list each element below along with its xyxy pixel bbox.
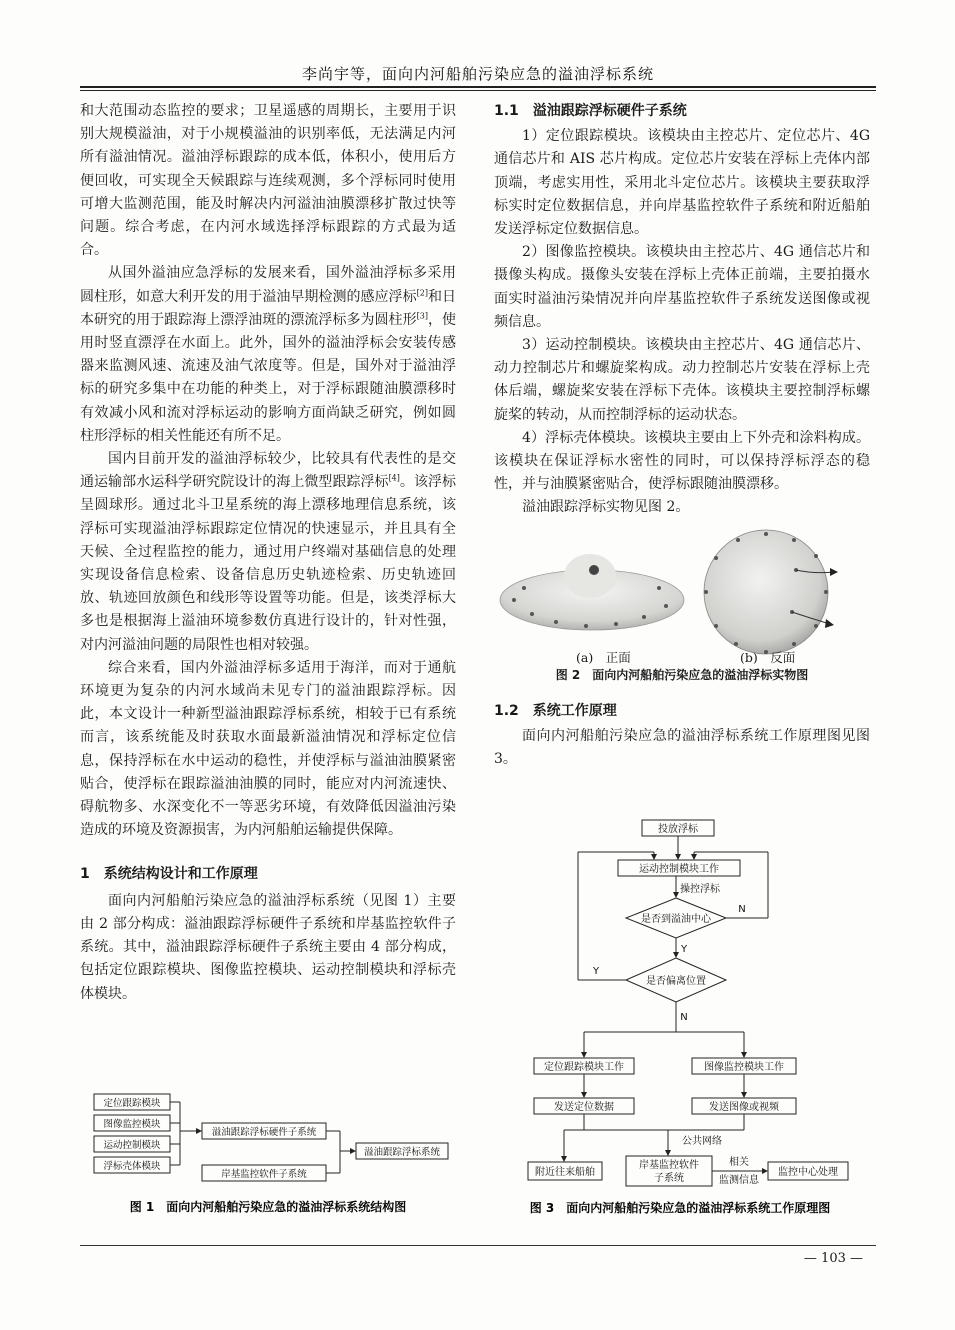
buoy-front-image (500, 554, 684, 630)
flow-send-image-box: 发送图像或视频 (709, 1102, 779, 1113)
subsection-title: 1.1 溢油跟踪浮标硬件子系统 (494, 103, 687, 119)
buoy-back-image (704, 530, 838, 654)
figure-2b-label: (b) 反面 (740, 649, 796, 665)
flow-shore-box-line1: 岸基监控软件 (639, 1160, 699, 1171)
section-title: 1 系统结构设计和工作原理 (80, 865, 258, 882)
paragraph: 面向内河船舶污染应急的溢油浮标系统（见图 1）主要由 2 部分构成：溢油跟踪浮标硬件子系统和岸基监控软件子系统。其中，溢油跟踪浮标硬件子系统主要由 4 部分构成，包括定位跟踪模块、图像监控模块、运动控制模块和浮标壳体模块。 (80, 892, 456, 1002)
module-box-image: 图像监控模块 (103, 1119, 161, 1130)
paragraph-text: 和日本研究的用于跟踪海上漂浮油斑的漂流浮标多为圆柱形 (80, 288, 457, 328)
flow-motion-box: 运动控制模块工作 (639, 864, 719, 875)
paragraph: 面向内河船舶污染应急的溢油浮标系统工作原理图见图 3。 (494, 727, 870, 768)
flow-center-box: 监控中心处理 (778, 1167, 838, 1178)
flow-network-label: 公共网络 (682, 1136, 722, 1147)
flow-send-position-box: 发送定位数据 (554, 1102, 614, 1113)
figure-3-flowchart (494, 812, 870, 1220)
header-rule-thin (80, 90, 876, 91)
buoy-photos (494, 528, 870, 660)
footer-rule (80, 1245, 876, 1246)
flow-start-box: 投放浮标 (658, 824, 698, 835)
citation: [4] (388, 473, 400, 483)
flow-yes-label: Y (592, 966, 600, 977)
figure-2a-label: (a) 正面 (576, 649, 631, 665)
citation: [3] (416, 311, 428, 321)
flow-no-label: N (680, 1012, 688, 1023)
flow-operate-label: 操控浮标 (680, 884, 720, 895)
module-box-positioning: 定位跟踪模块 (103, 1098, 161, 1109)
figure-2-photos (494, 528, 870, 688)
citation: [2] (416, 287, 428, 297)
paragraph-text: 国内目前开发的溢油浮标较少，比较具有代表性的是交通运输部水运科学研究院设计的海上微型跟踪浮标 (80, 451, 456, 491)
flow-shore-box-line2: 子系统 (654, 1173, 684, 1184)
flow-positioning-box: 定位跟踪模块工作 (544, 1062, 624, 1073)
hardware-subsystem-box: 溢油跟踪浮标硬件子系统 (211, 1127, 317, 1138)
paragraph: 3）运动控制模块。该模块由主控芯片、4G 通信芯片、动力控制芯片和螺旋桨构成。动力控制芯片安装在浮标上壳体后端，螺旋桨安装在浮标下壳体。该模块主要控制浮标螺旋桨的转动，从而控制浮标的运动状态。 (494, 337, 870, 423)
paragraph: 4）浮标壳体模块。该模块主要由上下外壳和涂料构成。该模块在保证浮标水密性的同时，可以保持浮标浮态的稳性，并与油膜紧密贴合，使浮标跟随油膜漂移。 (494, 429, 870, 493)
flow-yes-label: Y (680, 944, 688, 955)
right-column (494, 100, 870, 771)
flow-image-box: 图像监控模块工作 (704, 1062, 784, 1073)
figure-1-caption: 图 1 面向内河船舶污染应急的溢油浮标系统结构图 (129, 1200, 407, 1214)
figure-2-caption: 图 2 面向内河船舶污染应急的溢油浮标实物图 (555, 667, 809, 682)
flow-related-label: 相关 (729, 1157, 749, 1168)
paragraph (80, 448, 456, 657)
flow-no-label: N (738, 904, 746, 915)
module-box-shell: 浮标壳体模块 (103, 1161, 161, 1172)
left-column (80, 100, 456, 1006)
page-number: — 103 — (803, 1251, 863, 1266)
flow-nearby-ships-box: 附近往来船舶 (535, 1167, 595, 1178)
running-header: 李尚宇等，面向内河船舶污染应急的溢油浮标系统 (301, 65, 654, 83)
paragraph-text: 。该浮标呈圆球形。通过北斗卫星系统的海上漂移地理信息系统，该浮标可实现溢油浮标跟踪定位情况的快速显示，并且具有全天候、全过程监控的能力，通过用户终端对基础信息的处理实现设备信息检索、设备信息历史轨迹检索、历史轨迹回放、轨迹回放颜色和线形等设置等功能。但是，该类浮标大多也是根据海上溢油环境参数仿真进行设计的，针对性强，对内河溢油问题的局限性也相对较强。 (80, 474, 457, 653)
paragraph: 溢油跟踪浮标实物见图 2。 (522, 499, 690, 516)
figure-3-caption: 图 3 面向内河船舶污染应急的溢油浮标系统工作原理图 (529, 1201, 831, 1215)
flow-monitor-info-label: 监测信息 (719, 1175, 759, 1186)
header-rule (80, 86, 876, 88)
subsection-title: 1.2 系统工作原理 (494, 702, 617, 719)
paragraph-text: ，使用时竖直漂浮在水面上。此外，国外的溢油浮标会安装传感器来监测风速、流速及油气浓度等。但是，国外对于溢油浮标的研究多集中在功能的种类上，对于浮标跟随油膜漂移时有效减小风和流对浮标运动的影响方面尚缺乏研究，例如圆柱形浮标的相关性能还有所不足。 (80, 311, 457, 444)
flow-decision-deviate: 是否偏离位置 (646, 976, 706, 987)
paragraph: 和大范围动态监控的要求；卫星遥感的周期长，主要用于识别大规模溢油，对于小规模溢油的识别率低，无法满足内河所有溢油情况。溢油浮标跟踪的成本低，体积小，使用后方便回收，可实现全天候跟踪与连续观测，多个浮标同时使用可增大监测范围，能及时解决内河溢油油膜漂移扩散过快等问题。综合考虑，在内河水域选择浮标跟踪的方式最为适合。 (80, 103, 456, 259)
figure-1-structure-diagram (80, 1088, 456, 1218)
paragraph (80, 262, 456, 448)
module-box-motion: 运动控制模块 (103, 1140, 161, 1151)
paragraph: 1）定位跟踪模块。该模块由主控芯片、定位芯片、4G 通信芯片和 AIS 芯片构成。定位芯片安装在浮标上壳体内部顶端，考虑实用性，采用北斗定位芯片。该模块主要获取浮标实时定位数据信息，并向岸基监控软件子系统和附近船舶发送浮标定位数据信息。 (494, 128, 870, 238)
system-box: 溢油跟踪浮标系统 (363, 1147, 441, 1158)
software-subsystem-box: 岸基监控软件子系统 (221, 1169, 307, 1180)
paragraph-text: 从国外溢油应急浮标的发展来看，国外溢油浮标多采用圆柱形，如意大利开发的用于溢油早期检测的感应浮标 (80, 265, 456, 305)
flow-decision-center: 是否到溢油中心 (641, 914, 711, 925)
paragraph: 2）图像监控模块。该模块由主控芯片、4G 通信芯片和摄像头构成。摄像头安装在浮标上壳体正前端，主要拍摄水面实时溢油污染情况并向岸基监控软件子系统发送图像或视频信息。 (494, 244, 870, 330)
paragraph: 综合来看，国内外溢油浮标多适用于海洋，而对于通航环境更为复杂的内河水域尚未见专门的溢油跟踪浮标。因此，本文设计一种新型溢油跟踪浮标系统，相较于已有系统而言，该系统能及时获取水面最新溢油情况和浮标定位信息，保持浮标在水中运动的稳性，并使浮标与溢油油膜紧密贴合，使浮标在跟踪溢油油膜的同时，能应对内河流速快、碍航物多、水深变化不一等恶劣环境，有效降低因溢油污染造成的环境及资源损害，为内河船舶运输提供保障。 (80, 659, 456, 839)
